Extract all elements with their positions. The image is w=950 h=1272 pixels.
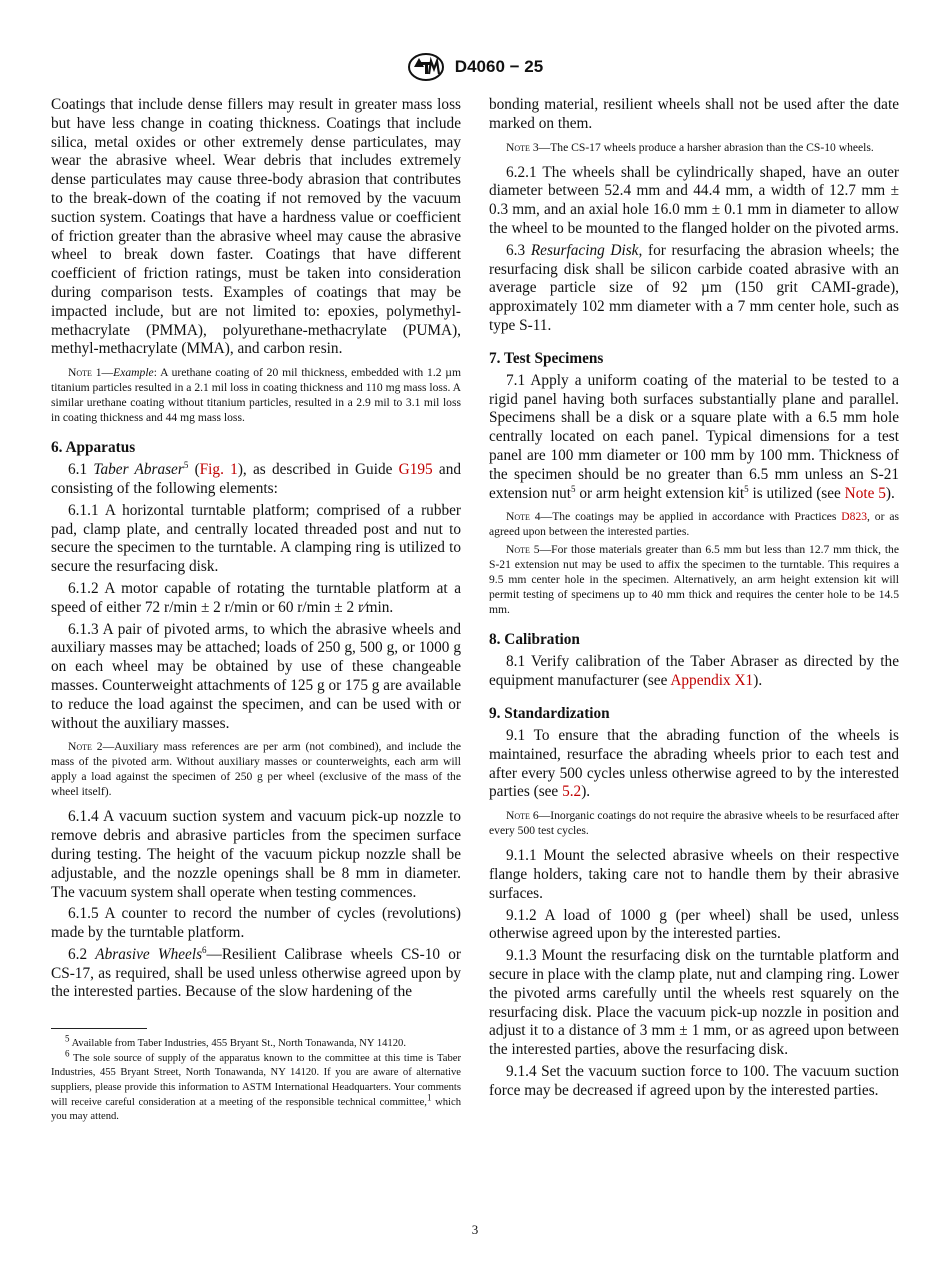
d823-link[interactable]: D823 <box>841 510 868 524</box>
paragraph-6-2-continued: bonding material, resilient wheels shall not be used after the date marked on them. <box>489 96 899 132</box>
document-id: D4060 − 25 <box>454 57 544 76</box>
astm-logo-icon <box>407 52 445 82</box>
paragraph-6-1: 6.1 Taber Abraser$^5$ (Fig. 1), as described in Guide G195 and consisting of the following elements: <box>51 460 461 497</box>
footnote-divider <box>51 1028 147 1029</box>
page-header <box>0 52 950 86</box>
paragraph-6-1-5: 6.1.5 A counter to record the number of cycles (revolutions) made by the turntable platform. <box>51 905 461 942</box>
note-5: Note 5—For those materials greater than 6.5 mm but less than 12.7 mm thick, the S-21 extension nut may be used to affix the specimen to the turntable. This requires a 9.5 mm center hole in the specimen. Alternatively, an arm height extension kit will permit testing of specimens up to 40 mm thick and requires the center hole to be 14.5 mm. <box>489 543 899 617</box>
note-4: Note 4—The coatings may be applied in accordance with Practices D823, or as agreed upon between the interested parties. <box>489 510 899 539</box>
section-7-heading: 7. Test Specimens <box>489 349 604 367</box>
paragraph-6-2: 6.2 Abrasive Wheels$^6$—Resilient Calibrase wheels CS-10 or CS-17, as required, shall be used unless otherwise agreed upon by the interested parties. Because of the slow hardening of the <box>51 944 461 1001</box>
figure-1-link[interactable]: Fig. 1 <box>199 461 238 479</box>
left-column <box>51 96 461 1125</box>
paragraph-9-1-3: 9.1.3 Mount the resurfacing disk on the turntable platform and secure in place with the clamp plate, nut and clamping ring. Lower the pivoted arms carefully until the wheels rest squarely on the resurfacing disk. Place the vacuum pick-up nozzle in position and adjust it to a distance of 3 mm ± 1 mm, or as agreed upon between the interested parties, above the resurfacing disk. <box>489 947 899 1059</box>
section-5-2-link[interactable]: 5.2 <box>562 783 582 801</box>
paragraph-6-1-2: 6.1.2 A motor capable of rotating the turntable platform at a speed of either 72 r/min ± 2 r/min or 60 r/min ± 2 r⁄min. <box>51 579 461 616</box>
paragraph-6-3: 6.3 Resurfacing Disk, for resurfacing the abrasion wheels; the resurfacing disk shall be silicon carbide coated abrasive with an average particle size of 92 µm (150 grit CAMI-grade), approximately 102 mm diameter with a 7 mm center hole, such as type S-11. <box>489 241 899 334</box>
footnote-5: $^5$ Available from Taber Industries, 455 Bryant St., North Tonawanda, NY 14120. <box>65 1033 406 1050</box>
right-column <box>489 96 899 1103</box>
paragraph-8-1: 8.1 Verify calibration of the Taber Abraser as directed by the equipment manufacturer (see Appendix X1). <box>489 653 899 690</box>
paragraph-6-2-1: 6.2.1 The wheels shall be cylindrically shaped, have an outer diameter between 52.4 mm and 44.4 mm, a width of 12.7 mm ± 0.3 mm, and an axial hole 16.0 mm ± 0.1 mm in diameter to allow the wheel to be mounted to the flanged holder on the pivoted arms. <box>489 163 899 237</box>
paragraph-9-1-2: 9.1.2 A load of 1000 g (per wheel) shall be used, unless otherwise agreed upon by the interested parties. <box>489 906 899 943</box>
section-9-heading: 9. Standardization <box>489 704 610 722</box>
note-5-link[interactable]: Note 5 <box>844 484 886 502</box>
note-2: Note 2—Auxiliary mass references are per arm (not combined), and include the mass of the pivoted arm. Without auxiliary masses or counterweights, each arm will apply a load against the specimen of 250 g per wheel (exclusive of the mass of the wheel itself). <box>51 740 462 799</box>
note-1: Note 1—Example: A urethane coating of 20 mil thickness, embedded with 1.2 µm titanium particles resulted in a 2.1 mil loss in coating thickness and 110 mg mass loss. A similar urethane coating without titanium particles, resulted in a 2.9 mil to 3.1 mil loss in coating thickness and 44 mg mass loss. <box>51 366 462 425</box>
paragraph-9-1: 9.1 To ensure that the abrading function of the wheels is maintained, resurface the abrading wheels prior to each test and after every 500 cycles unless otherwise agreed to by the interested parties (see 5.2). <box>489 726 899 801</box>
paragraph-6-1-3: 6.1.3 A pair of pivoted arms, to which the abrasive wheels and auxiliary masses may be attached; loads of 250 g, 500 g, or 1000 g on each wheel may be obtained by use of these changeable masses. Counterweight attachments of 125 g or 175 g are available to reduce the load against the specimen, and can be used with or without the auxiliary masses. <box>51 620 461 732</box>
section-6-heading: 6. Apparatus <box>51 439 136 457</box>
appendix-x1-link[interactable]: Appendix X1 <box>670 672 754 690</box>
section-8-heading: 8. Calibration <box>489 631 580 649</box>
intro-paragraph: Coatings that include dense fillers may result in greater mass loss but have less change in coating thickness. Coatings that include silica, metal oxides or other extremely dense particulates, may wear the abrasive wheel. Wear debris that includes extremely dense particulates may cause three-body abrasion that contributes to the break-down of the coating if not removed by the vacuum suction system. Coatings that have a hardness value or coefficient of friction greater than the abrasive wheel may cause the abrasive wheel to break down faster. Coatings that have different coefficient of friction ratings, must be taken into consideration during comparison tests. Examples of coatings that may be impacted include, but are not limited to: epoxies, polymethyl-methacrylate (PMMA), polyurethane-methacrylate (PUMA), methyl-methacrylate (MMA), and carbon resin. <box>51 96 461 358</box>
note-6: Note 6—Inorganic coatings do not require the abrasive wheels to be resurfaced after every 500 test cycles. <box>489 809 899 838</box>
paragraph-7-1: 7.1 Apply a uniform coating of the material to be tested to a rigid panel having both surfaces substantially plane and parallel. Specimens shall be a disk or a square plate with a 6.5 mm hole centrally located on each panel. Typical dimensions for a test panel are 100 mm diameter or 100 mm by 100 mm. Thickness of the specimen should be no greater than 6.5 mm unless an S-21 extension nut$^5$ or arm height extension kit$^5$ is utilized (see Note 5). <box>489 371 899 502</box>
paragraph-6-1-1: 6.1.1 A horizontal turntable platform; comprised of a rubber pad, clamp plate, and centrally located threaded post and nut to secure the specimen to the turntable. A clamping ring is utilized to secure the resurfacing disk. <box>51 501 461 576</box>
footnote-6: $^6$ The sole source of supply of the apparatus known to the committee at this time is Taber Industries, 455 Bryant Street, North Tonawanda, NY 14120. If you are aware of alternative suppliers, please provide this information to ASTM International Headquarters. Your comments will receive careful consideration at a meeting of the responsible technical committee,$^1$ which you may attend. <box>51 1048 461 1123</box>
note-3: Note 3—The CS-17 wheels produce a harsher abrasion than the CS-10 wheels. <box>506 140 874 154</box>
paragraph-6-1-4: 6.1.4 A vacuum suction system and vacuum pick-up nozzle to remove debris and abrasive particles from the specimen surface during testing. The height of the vacuum pickup nozzle shall be adjustable, and the nozzle openings shall be 8 mm in diameter. The vacuum system shall operate when testing commences. <box>51 808 461 901</box>
guide-g195-link[interactable]: G195 <box>398 461 433 479</box>
page-number: 3 <box>471 1222 479 1237</box>
paragraph-9-1-4: 9.1.4 Set the vacuum suction force to 100. The vacuum suction force may be decreased if agreed upon by the interested parties. <box>489 1062 899 1099</box>
paragraph-9-1-1: 9.1.1 Mount the selected abrasive wheels on their respective flange holders, taking care not to handle them by their abrasive surfaces. <box>489 847 899 902</box>
